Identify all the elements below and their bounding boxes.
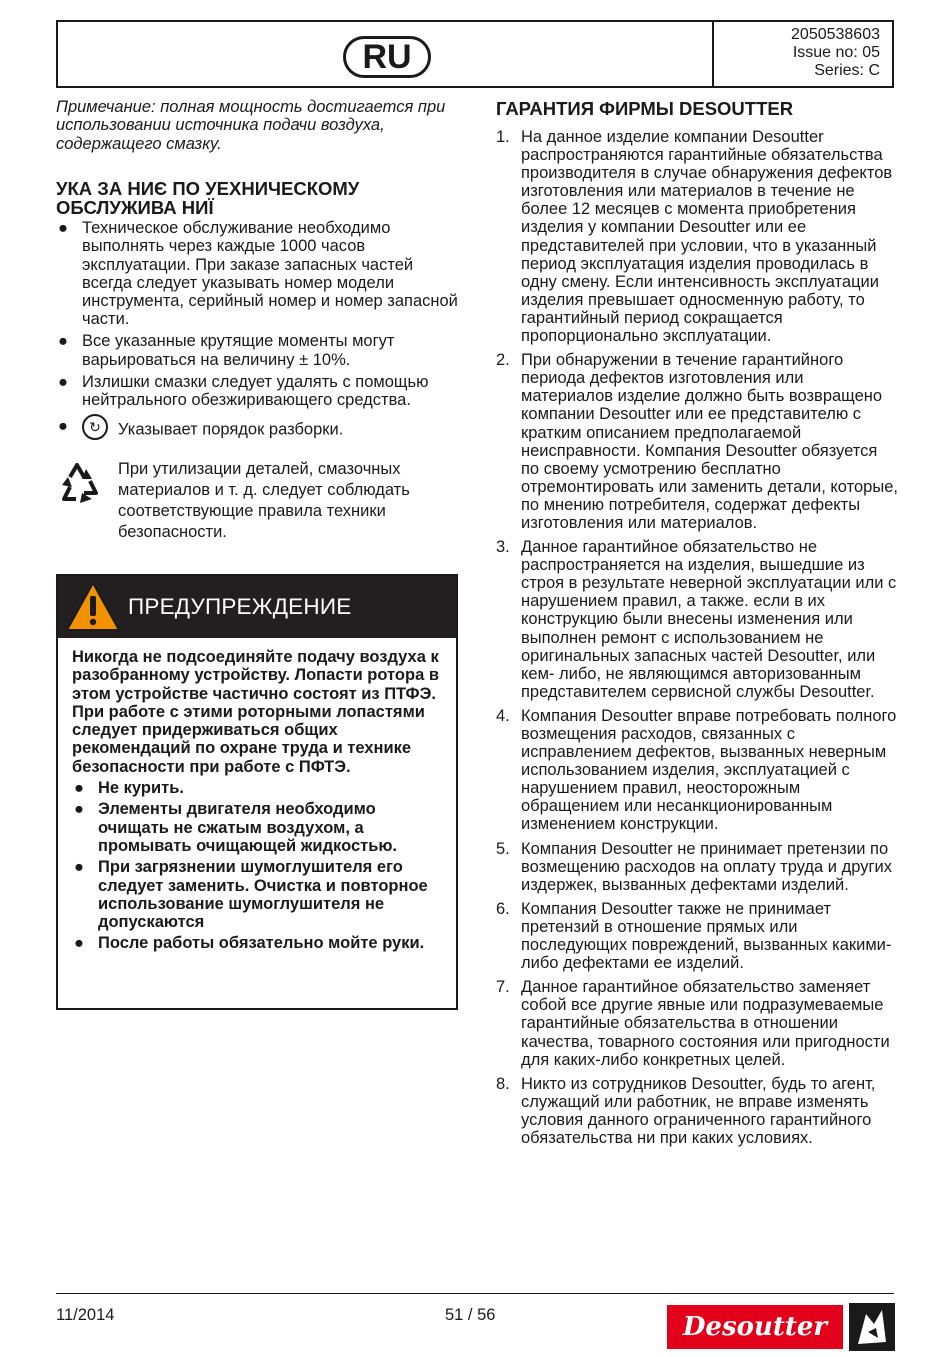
series-label: Series: C [814, 62, 880, 79]
page-number: 51 / 56 [445, 1306, 496, 1324]
bullet-icon: ● [58, 219, 68, 238]
recycle-icon [56, 459, 104, 507]
warning-title: ПРЕДУПРЕЖДЕНИЕ [128, 594, 352, 619]
warranty-text: Компания Desoutter также не принимает претензий в отношение прямых или последующих повреждений, вызванных какими-либо дефектами ее изделий. [521, 899, 892, 973]
warning-header [58, 576, 456, 638]
recycling-note [56, 459, 458, 543]
list-item-text: После работы обязательно мойте руки. [98, 934, 425, 953]
warning-intro: Никогда не подсоединяйте подачу воздуха к разобранному устройству. Лопасти ротора в этом устройстве частично состоят из ПТФЭ. При работе с этими роторными лопастями следует придерживаться общих рекомендаций по охране труда и технике безопасности при работе с ПФТЭ. [72, 648, 439, 776]
lubrication-note: Примечание: полная мощность достигается при использовании источника подачи воздуха, содержащего смазку. [56, 98, 446, 153]
warranty-item [496, 978, 898, 1068]
list-item [72, 858, 444, 931]
bullet-icon: ● [74, 800, 84, 819]
right-column [496, 98, 898, 1153]
list-item [56, 219, 458, 328]
recycling-text: При утилизации деталей, смазочных материалов и т. д. следует соблюдать соответствующие правила техники безопасности. [118, 460, 410, 541]
bullet-icon: ● [58, 372, 68, 391]
left-column [56, 98, 458, 543]
list-item-text: При загрязнении шумоглушителя его следует заменить. Очистка и повторное использование шумоглушителя не допускаются [98, 858, 428, 932]
disassembly-order-icon: ↻ [82, 414, 108, 440]
item-number: 7. [496, 978, 510, 997]
warranty-list [496, 128, 898, 1147]
bullet-icon: ● [58, 417, 68, 436]
warranty-item [496, 1075, 898, 1147]
document-meta [791, 26, 880, 80]
warranty-item [496, 900, 898, 972]
bullet-icon: ● [74, 858, 84, 877]
doc-number: 2050538603 [791, 26, 880, 43]
item-number: 5. [496, 839, 510, 858]
maintenance-list [56, 219, 458, 443]
item-number: 4. [496, 706, 510, 725]
maintenance-heading-line1: УКА ЗА НИЄ ПО УЕХНИЧЕСКОМУ [56, 178, 360, 200]
list-item [72, 934, 444, 952]
list-item-text: Указывает порядок разборки. [118, 420, 344, 439]
maintenance-heading-line2: ОБСЛУЖИВА НИЇ [56, 197, 214, 219]
list-item [56, 332, 458, 368]
document-header [56, 20, 894, 88]
warranty-item [496, 128, 898, 345]
desoutter-logo: Desoutter [667, 1305, 843, 1349]
warranty-heading: ГАРАНТИЯ ФИРМЫ DESOUTTER [496, 98, 794, 119]
footer-date: 11/2014 [56, 1306, 115, 1324]
bullet-icon: ● [74, 779, 84, 798]
bullet-icon: ● [74, 934, 84, 953]
list-item-text: Элементы двигателя необходимо очищать не сжатым воздухом, а промывать очищающей жидкостью. [98, 800, 398, 855]
issue-number: Issue no: 05 [792, 44, 880, 61]
item-number: 1. [496, 128, 510, 146]
warranty-text: Данное гарантийное обязательство не распространяется на изделия, вышедшие из строя в результате неверной эксплуатации или с нарушением правил, а также. если в их конструкцию были внесены изменения или выполнен ремонт с использованием не оригинальных запасных частей Desoutter, или кем- либо, не являющимся авторизованным представителем сервисной службы Desoutter. [521, 538, 897, 701]
warranty-item [496, 351, 898, 532]
maintenance-heading [56, 179, 458, 217]
list-item [72, 800, 444, 855]
item-number: 3. [496, 538, 510, 557]
header-divider [712, 22, 714, 86]
list-item [72, 779, 444, 797]
warning-list [72, 779, 444, 953]
warranty-item [496, 538, 898, 701]
footer-divider [56, 1293, 894, 1294]
item-number: 6. [496, 899, 510, 918]
item-number: 8. [496, 1074, 510, 1093]
warranty-text: Компания Desoutter вправе потребовать полного возмещения расходов, связанных с исправлением дефектов, вызванных неверным использованием изделия, эксплуатацией с нарушением правил, неосторожным обращением или несанкционированным изменением конструкции. [521, 706, 897, 834]
list-item [56, 417, 458, 443]
warranty-text: Компания Desoutter не принимает претензии по возмещению расходов на оплату труда и других издержек, вызванных дефектами изделий. [521, 839, 892, 894]
warranty-text: На данное изделие компании Desoutter распространяются гарантийные обязательства производителя в случае обнаружения дефектов изготовления или материалов в течение не более 12 месяцев с момента приобретения изделия у компании Desoutter или ее представителей при условии, что в указанный период эксплуатация изделия проводилась в одну смену. Если интенсивность эксплуатации изделия превышает односменную работу, то гарантийный период сокращается пропорционально эксплуатации. [521, 128, 893, 346]
warning-box [56, 574, 458, 1010]
language-badge: RU [343, 36, 431, 78]
warranty-text: Данное гарантийное обязательство заменяет собой все другие явные или подразумеваемые гарантийные обязательства в отношении качества, товарного состояния или пригодности для каких-либо конкретных целей. [521, 978, 890, 1069]
list-item-text: Все указанные крутящие моменты могут варьироваться на величину ± 10%. [82, 332, 395, 369]
list-item [56, 373, 458, 409]
list-item-text: Техническое обслуживание необходимо выполнять через каждые 1000 часов эксплуатации. При заказе запасных частей всегда следует указывать номер модели инструмента, серийный номер и номер запасной части. [82, 219, 458, 329]
warning-body [58, 638, 456, 953]
brand-mark-icon [848, 1302, 896, 1352]
list-item-text: Излишки смазки следует удалять с помощью нейтрального обезжиривающего средства. [82, 372, 429, 410]
warranty-item [496, 707, 898, 834]
warranty-text: При обнаружении в течение гарантийного периода дефектов изготовления или материалов изделие должно быть возвращено компании Desoutter или ее представителю с кратким описанием предполагаемой неисправности. Компания Desoutter обязуется по своему усмотрению бесплатно отремонтировать или заменить детали, которые, по мнению потребителя, содержат дефекты изготовления или материалов. [521, 351, 898, 532]
item-number: 2. [496, 351, 510, 370]
warning-triangle-icon [64, 580, 122, 634]
list-item-text: Не курить. [98, 779, 184, 798]
bullet-icon: ● [58, 332, 68, 351]
warranty-text: Никто из сотрудников Desoutter, будь то агент, служащий или работник, не вправе изменять условия данного ограниченного гарантийного обязательства ни при каких условиях. [521, 1074, 876, 1147]
warranty-item [496, 840, 898, 894]
